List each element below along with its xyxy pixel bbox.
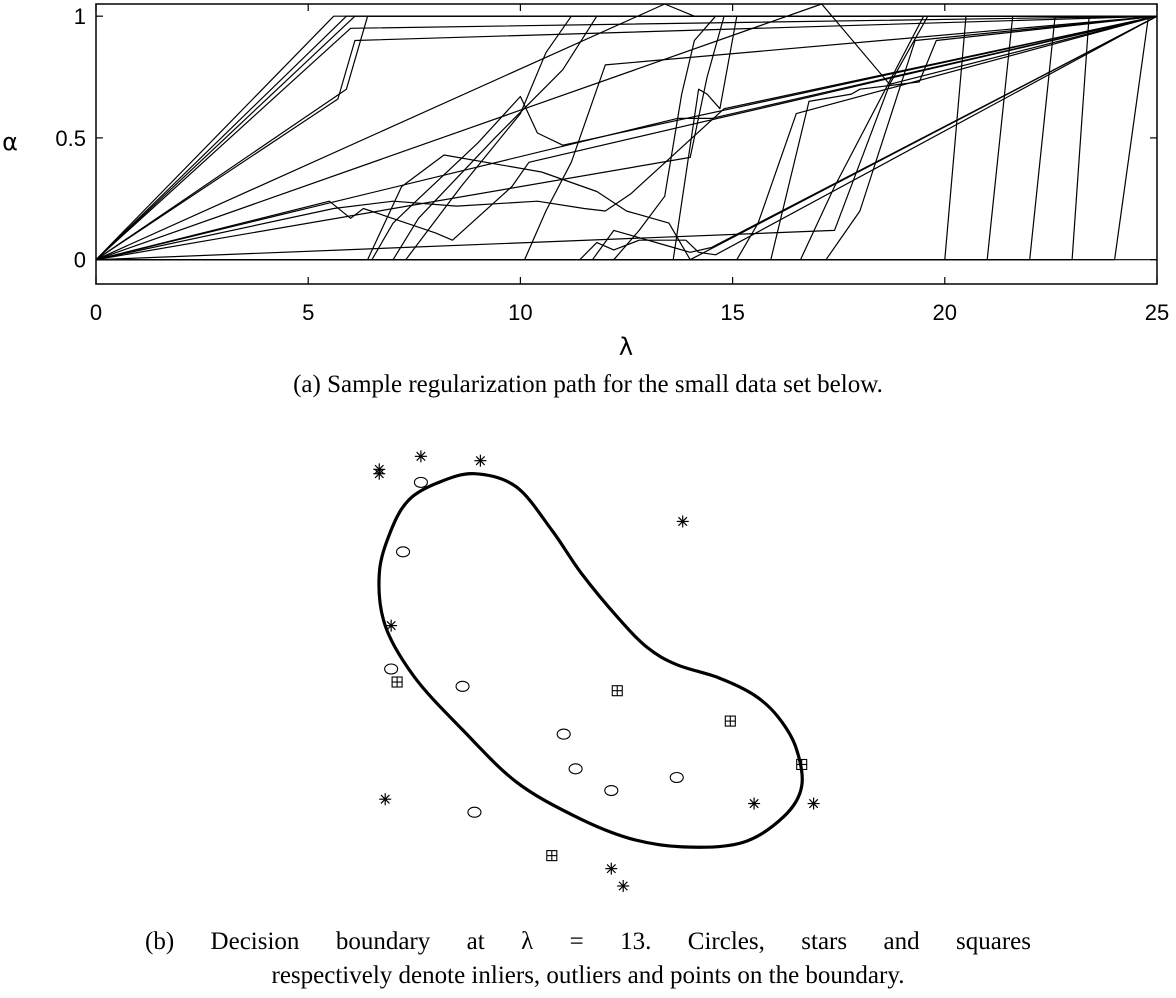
x-axis-label: λ bbox=[618, 333, 634, 361]
boundary-point bbox=[612, 686, 622, 696]
caption-a: (a) Sample regularization path for the small data set below. bbox=[293, 371, 883, 398]
x-tick-label: 20 bbox=[932, 300, 958, 325]
inlier-point bbox=[605, 786, 618, 796]
boundary-point bbox=[392, 677, 402, 687]
outlier-point bbox=[379, 793, 391, 805]
inlier-point bbox=[468, 807, 481, 817]
outlier-point bbox=[415, 450, 427, 462]
inlier-point bbox=[385, 664, 398, 674]
y-axis-label: α bbox=[2, 128, 18, 156]
caption-b-line1: (b) Decision boundary at λ = 13. Circles, stars and squares bbox=[145, 928, 1031, 955]
outlier-point bbox=[385, 620, 397, 632]
boundary-point bbox=[725, 716, 735, 726]
outlier-point bbox=[605, 863, 617, 875]
caption-b bbox=[145, 925, 1031, 993]
x-tick-label: 5 bbox=[302, 300, 315, 325]
inlier-point bbox=[569, 764, 582, 774]
inlier-point bbox=[414, 477, 427, 487]
outlier-point bbox=[474, 455, 486, 467]
outlier-point bbox=[808, 798, 820, 810]
inlier-point bbox=[670, 773, 683, 783]
x-tick-label: 25 bbox=[1144, 300, 1170, 325]
y-tick-label: 1 bbox=[73, 4, 86, 30]
outlier-point bbox=[748, 798, 760, 810]
outlier-point bbox=[617, 880, 629, 892]
inlier-point bbox=[397, 547, 410, 557]
boundary-point bbox=[547, 851, 557, 861]
outlier-point bbox=[677, 515, 689, 527]
decision-boundary bbox=[379, 474, 802, 848]
x-tick-label: 15 bbox=[720, 300, 745, 325]
y-tick-label: 0 bbox=[73, 247, 86, 273]
x-tick-label: 0 bbox=[89, 300, 103, 325]
outlier-point bbox=[373, 463, 385, 475]
x-tick-label: 10 bbox=[508, 300, 533, 325]
y-tick-label: 0.5 bbox=[55, 125, 86, 151]
inlier-point bbox=[557, 729, 570, 739]
inlier-point bbox=[456, 681, 469, 691]
caption-b-line2: respectively denote inliers, outliers and points on the boundary. bbox=[271, 962, 905, 989]
